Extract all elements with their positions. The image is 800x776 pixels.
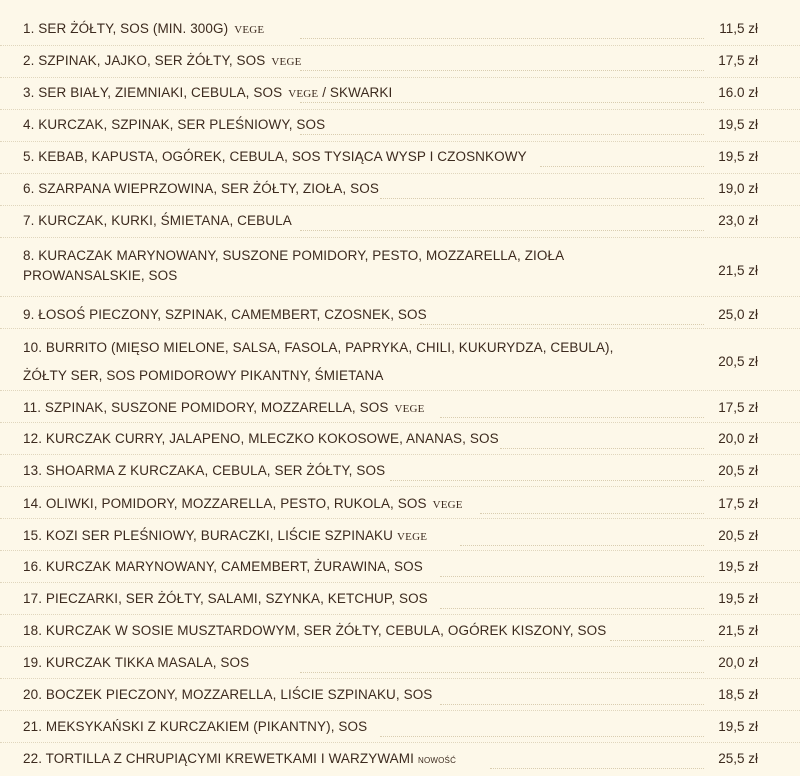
item-name: 14. OLIWKI, POMIDORY, MOZZARELLA, PESTO, RUKOLA, SOS VEGE xyxy=(23,496,463,511)
vege-tag: VEGE xyxy=(288,88,319,100)
item-name: 18. KURCZAK W SOSIE MUSZTARDOWYM, SER ŻÓŁTY, CEBULA, OGÓREK KISZONY, SOS xyxy=(23,623,607,638)
item-price: 20,5 zł xyxy=(718,463,758,478)
item-price: 19,5 zł xyxy=(718,719,758,734)
item-price: 19,0 zł xyxy=(718,181,758,196)
item-extra: / SKWARKI xyxy=(318,85,393,100)
item-name: 11. SZPINAK, SUSZONE POMIDORY, MOZZARELLA, SOS VEGE xyxy=(23,400,425,415)
item-price: 19,5 zł xyxy=(718,117,758,132)
menu-item xyxy=(0,711,800,743)
item-price: 21,5 zł xyxy=(718,263,758,278)
item-name: 1. SER ŻÓŁTY, SOS (MIN. 300G) VEGE xyxy=(23,21,265,36)
item-price: 25,0 zł xyxy=(718,307,758,322)
item-name: 17. PIECZARKI, SER ŻÓŁTY, SALAMI, SZYNKA, KETCHUP, SOS xyxy=(23,591,428,606)
item-name: 2. SZPINAK, JAJKO, SER ŻÓŁTY, SOS VEGE xyxy=(23,53,302,68)
item-price: 17,5 zł xyxy=(718,53,758,68)
menu-item xyxy=(0,519,800,551)
menu-item xyxy=(0,297,800,329)
item-price: 20,0 zł xyxy=(718,655,758,670)
item-name: 12. KURCZAK CURRY, JALAPENO, MLECZKO KOKOSOWE, ANANAS, SOS xyxy=(23,431,499,446)
item-name: 13. SHOARMA Z KURCZAKA, CEBULA, SER ŻÓŁTY, SOS xyxy=(23,463,386,478)
item-name: 6. SZARPANA WIEPRZOWINA, SER ŻÓŁTY, ZIOŁA, SOS xyxy=(23,181,379,196)
item-price: 17,5 zł xyxy=(718,400,758,415)
item-price: 16.0 zł xyxy=(718,85,758,100)
item-price: 25,5 zł xyxy=(718,751,758,766)
item-name: 9. ŁOSOŚ PIECZONY, SZPINAK, CAMEMBERT, CZOSNEK, SOS xyxy=(23,307,427,322)
menu-item xyxy=(0,238,800,297)
item-price: 20,5 zł xyxy=(718,528,758,543)
menu-item xyxy=(0,391,800,423)
menu-item xyxy=(0,551,800,583)
item-name: 5. KEBAB, KAPUSTA, OGÓREK, CEBULA, SOS TYSIĄCA WYSP I CZOSNKOWY xyxy=(23,149,527,164)
menu-item xyxy=(0,329,800,391)
menu-item xyxy=(0,743,800,776)
item-name: 16. KURCZAK MARYNOWANY, CAMEMBERT, ŻURAWINA, SOS xyxy=(23,559,423,574)
item-price: 19,5 zł xyxy=(718,559,758,574)
item-name: 3. SER BIAŁY, ZIEMNIAKI, CEBULA, SOS VEGE / SKWARKI xyxy=(23,85,393,100)
vege-tag: VEGE xyxy=(234,24,265,36)
item-name: 21. MEKSYKAŃSKI Z KURCZAKIEM (PIKANTNY), SOS xyxy=(23,719,368,734)
item-price: 11,5 zł xyxy=(719,21,758,36)
item-price: 23,0 zł xyxy=(718,213,758,228)
menu-item xyxy=(0,487,800,519)
item-name: 8. KURACZAK MARYNOWANY, SUSZONE POMIDORY, PESTO, MOZZARELLA, ZIOŁA PROWANSALSKIE, SOS xyxy=(23,248,565,283)
item-name: 4. KURCZAK, SZPINAK, SER PLEŚNIOWY, SOS xyxy=(23,117,326,132)
menu-item xyxy=(0,110,800,142)
item-name: 10. BURRITO (MIĘSO MIELONE, SALSA, FASOLA, PAPRYKA, CHILI, KUKURYDZA, CEBULA), ŻÓŁTY SER, SOS POMIDOROWY PIKANTNY, ŚMIETANA xyxy=(23,340,614,383)
item-name: 20. BOCZEK PIECZONY, MOZZARELLA, LIŚCIE SZPINAKU, SOS xyxy=(23,687,433,702)
menu-item xyxy=(0,14,800,46)
menu-item xyxy=(0,423,800,455)
menu-item xyxy=(0,455,800,487)
item-price: 21,5 zł xyxy=(718,623,758,638)
item-name: 15. KOZI SER PLEŚNIOWY, BURACZKI, LIŚCIE SZPINAKU VEGE xyxy=(23,528,428,543)
item-price: 18,5 zł xyxy=(718,687,758,702)
menu-item xyxy=(0,206,800,238)
vege-tag: VEGE xyxy=(397,531,428,543)
item-name: 22. TORTILLA Z CHRUPIĄCYMI KREWETKAMI I WARZYWAMI NOWOŚĆ xyxy=(23,751,457,766)
vege-tag: VEGE xyxy=(432,499,463,511)
item-price: 19,5 zł xyxy=(718,591,758,606)
menu-item xyxy=(0,647,800,679)
item-price: 20,0 zł xyxy=(718,431,758,446)
item-name: 7. KURCZAK, KURKI, ŚMIETANA, CEBULA xyxy=(23,213,292,228)
item-price: 17,5 zł xyxy=(718,496,758,511)
vege-tag: VEGE xyxy=(271,56,302,68)
menu-item xyxy=(0,615,800,647)
item-price: 19,5 zł xyxy=(718,149,758,164)
menu-item xyxy=(0,679,800,711)
menu-item xyxy=(0,142,800,174)
menu-item xyxy=(0,583,800,615)
item-price: 20,5 zł xyxy=(718,354,758,369)
new-badge: NOWOŚĆ xyxy=(417,756,457,765)
menu-item xyxy=(0,78,800,110)
menu-item xyxy=(0,46,800,78)
vege-tag: VEGE xyxy=(394,403,425,415)
item-name: 19. KURCZAK TIKKA MASALA, SOS xyxy=(23,655,250,670)
menu-item xyxy=(0,174,800,206)
